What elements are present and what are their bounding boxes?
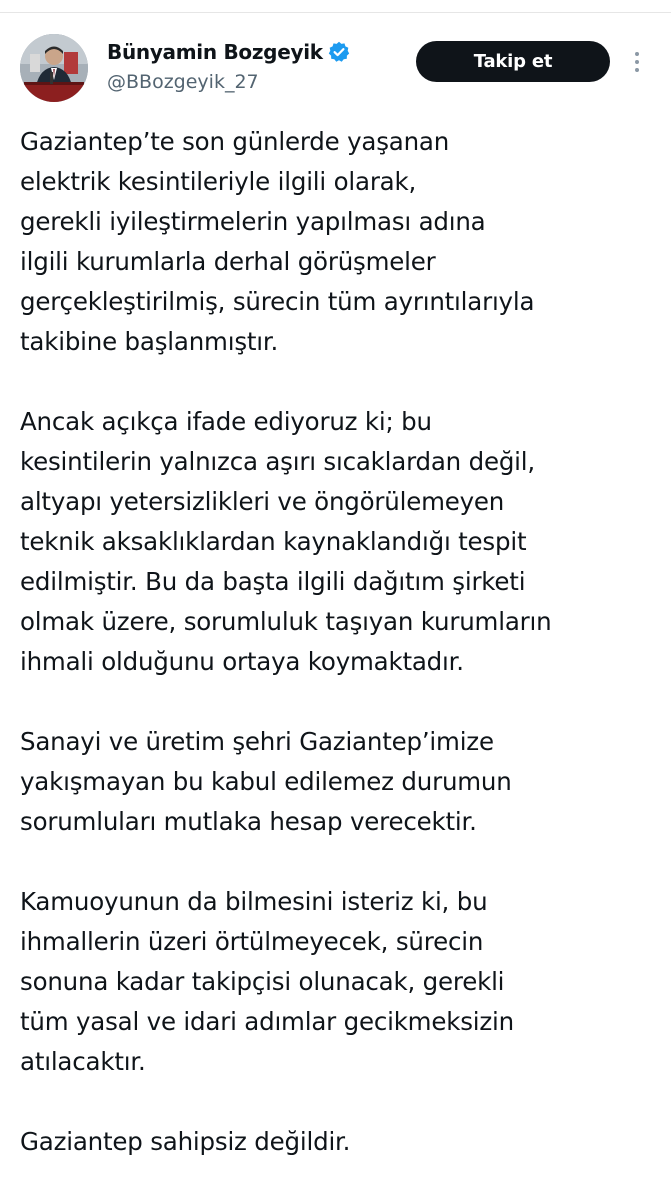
tweet-line: tüm yasal ve idari adımlar gecikmeksizin xyxy=(20,1007,514,1036)
tweet-paragraph xyxy=(20,122,660,362)
top-divider xyxy=(0,12,671,13)
display-name[interactable]: Bünyamin Bozgeyik xyxy=(107,40,323,64)
tweet-text xyxy=(20,122,660,1202)
tweet-line: yakışmayan bu kabul edilemez durumun xyxy=(20,767,512,796)
tweet-line: ihmallerin üzeri örtülmeyecek, sürecin xyxy=(20,927,484,956)
tweet-line: ihmali olduğunu ortaya koymaktadır. xyxy=(20,647,464,676)
tweet-line: teknik aksaklıklardan kaynaklandığı tespit xyxy=(20,527,527,556)
tweet-line: sonuna kadar takipçisi olunacak, gerekli xyxy=(20,967,505,996)
tweet-line: Ancak açıkça ifade ediyoruz ki; bu xyxy=(20,407,432,436)
more-dot xyxy=(635,68,639,72)
more-vertical-icon[interactable] xyxy=(626,46,648,78)
tweet-paragraph xyxy=(20,882,660,1082)
tweet-line: elektrik kesintileriyle ilgili olarak, xyxy=(20,167,417,196)
tweet-line: altyapı yetersizlikleri ve öngörülemeyen xyxy=(20,487,505,516)
tweet-line: edilmiştir. Bu da başta ilgili dağıtım şirketi xyxy=(20,567,526,596)
tweet-line: Gaziantep’te son günlerde yaşanan xyxy=(20,127,450,156)
more-dot xyxy=(635,60,639,64)
tweet-line: olmak üzere, sorumluluk taşıyan kurumların xyxy=(20,607,552,636)
tweet-header xyxy=(0,30,671,110)
tweet-line: sorumluları mutlaka hesap verecektir. xyxy=(20,807,477,836)
verified-badge-icon xyxy=(328,41,350,63)
tweet-paragraph xyxy=(20,1122,660,1162)
tweet-line: takibine başlanmıştır. xyxy=(20,327,279,356)
tweet-line: gerçekleştirilmiş, sürecin tüm ayrıntılarıyla xyxy=(20,287,535,316)
avatar[interactable] xyxy=(20,34,88,102)
tweet-line: gerekli iyileştirmelerin yapılması adına xyxy=(20,207,486,236)
user-handle[interactable]: @BBozgeyik_27 xyxy=(107,71,259,93)
tweet-line: atılacaktır. xyxy=(20,1047,146,1076)
name-row xyxy=(107,38,350,66)
tweet-paragraph xyxy=(20,722,660,842)
tweet-line: kesintilerin yalnızca aşırı sıcaklardan değil, xyxy=(20,447,535,476)
tweet-line: Gaziantep sahipsiz değildir. xyxy=(20,1127,351,1156)
tweet-line: Kamuoyunun da bilmesini isteriz ki, bu xyxy=(20,887,488,916)
tweet-line: Sanayi ve üretim şehri Gaziantep’imize xyxy=(20,727,494,756)
follow-button[interactable]: Takip et xyxy=(416,41,610,82)
more-dot xyxy=(635,52,639,56)
tweet-line: ilgili kurumlarla derhal görüşmeler xyxy=(20,247,436,276)
avatar-image xyxy=(20,34,88,102)
tweet-paragraph xyxy=(20,402,660,682)
